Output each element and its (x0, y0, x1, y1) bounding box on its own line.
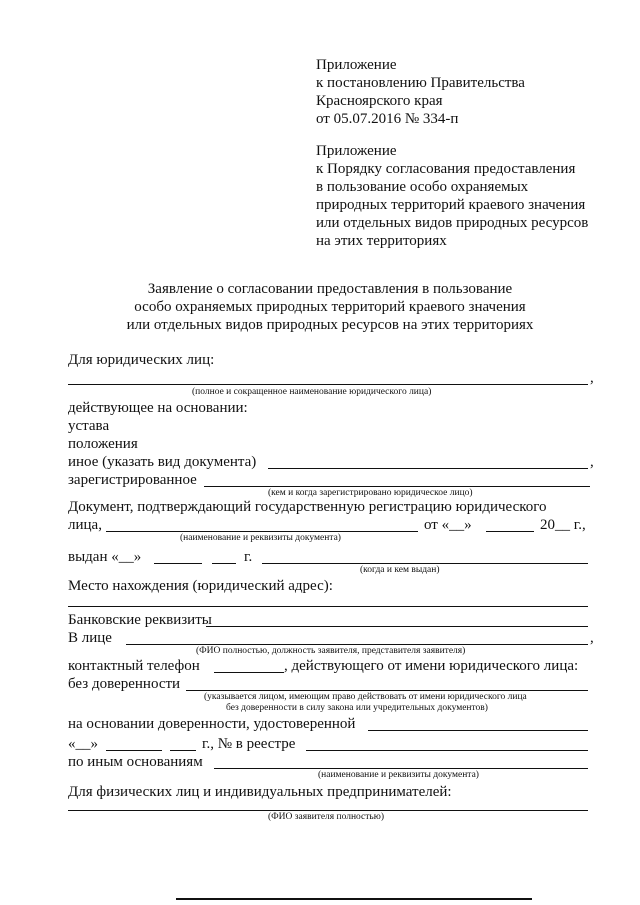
appendix-line: к постановлению Правительства (316, 75, 525, 91)
without-poa-hint-2: без доверенности в силу закона или учредительных документов) (226, 703, 488, 713)
comma: , (590, 370, 594, 386)
other-document-label: иное (указать вид документа) (68, 454, 257, 470)
other-grounds-label: по иным основаниям (68, 754, 203, 770)
registration-doc-label: Документ, подтверждающий государственную регистрацию юридического (68, 499, 547, 515)
individuals-section-heading: Для физических лиц и индивидуальных предпринимателей: (68, 784, 452, 800)
legal-name-hint: (полное и сокращенное наименование юридического лица) (192, 387, 432, 397)
without-poa-hint-1: (указывается лицом, имеющим право действовать от имени юридического лица (204, 692, 527, 702)
appendix-date: от 05.07.2016 № 334-п (316, 111, 459, 127)
title-line: особо охраняемых природных территорий краевого значения (134, 299, 526, 315)
appendix-line: или отдельных видов природных ресурсов (316, 215, 589, 231)
acting-basis-label: действующее на основании: (68, 400, 248, 416)
issued-hint: (когда и кем выдан) (360, 565, 440, 575)
location-field[interactable] (68, 606, 588, 607)
registry-field[interactable] (306, 750, 588, 751)
other-document-field[interactable] (268, 468, 588, 469)
phone-label: контактный телефон (68, 658, 200, 674)
registration-doc-field[interactable] (106, 531, 418, 532)
date-month-field[interactable] (486, 531, 534, 532)
appendix-line: Красноярского края (316, 93, 443, 109)
appendix-line: на этих территориях (316, 233, 447, 249)
appendix-title: Приложение (316, 143, 397, 159)
registered-hint: (кем и когда зарегистрировано юридическое лицо) (268, 488, 473, 498)
legal-section-heading: Для юридических лиц: (68, 352, 215, 368)
in-person-label: В лице (68, 630, 112, 646)
on-poa-label: на основании доверенности, удостоверенной (68, 716, 356, 732)
other-grounds-field[interactable] (214, 768, 588, 769)
acting-on-behalf-label: , действующего от имени юридического лица: (284, 658, 579, 674)
poa-date-label: «__» (68, 736, 98, 752)
location-label: Место нахождения (юридический адрес): (68, 578, 333, 594)
issued-g-label: г. (244, 549, 253, 565)
appendix-line: в пользование особо охраняемых (316, 179, 529, 195)
charter-option[interactable]: устава (68, 418, 110, 434)
fio-hint: (ФИО полностью, должность заявителя, представителя заявителя) (196, 646, 466, 656)
bank-details-field[interactable] (206, 626, 588, 627)
comma: , (590, 630, 594, 646)
poa-year-field[interactable] (170, 750, 196, 751)
title-line: или отдельных видов природных ресурсов на этих территориях (126, 317, 534, 333)
comma: , (590, 454, 594, 470)
without-poa-label: без доверенности (68, 676, 181, 692)
other-grounds-hint: (наименование и реквизиты документа) (318, 770, 479, 780)
regulation-option[interactable]: положения (68, 436, 138, 452)
registration-doc-hint: (наименование и реквизиты документа) (180, 533, 341, 543)
issued-month-field[interactable] (154, 563, 202, 564)
on-poa-field[interactable] (368, 730, 588, 731)
poa-month-field[interactable] (106, 750, 162, 751)
issued-label: выдан «__» (68, 549, 142, 565)
individual-fio-hint: (ФИО заявителя полностью) (268, 812, 385, 822)
year-label: 20__ г., (540, 517, 586, 533)
issued-by-field[interactable] (262, 563, 588, 564)
individual-fio-field[interactable] (68, 810, 588, 811)
title-line: Заявление о согласовании предоставления в пользование (147, 281, 513, 297)
issued-year-field[interactable] (212, 563, 236, 564)
appendix-title: Приложение (316, 57, 397, 73)
bank-details-label: Банковские реквизиты (68, 612, 212, 628)
in-person-field[interactable] (126, 644, 588, 645)
registered-label: зарегистрированное (68, 472, 197, 488)
appendix-line: природных территорий краевого значения (316, 197, 586, 213)
date-from-label: от «__» (424, 517, 472, 533)
page-bottom-line (176, 898, 532, 900)
appendix-line: к Порядку согласования предоставления (316, 161, 576, 177)
legal-name-field[interactable] (68, 384, 588, 385)
registration-doc-label-2: лица, (68, 517, 102, 533)
registered-field[interactable] (204, 486, 590, 487)
registry-label: г., № в реестре (202, 736, 296, 752)
phone-field[interactable] (214, 672, 284, 673)
without-poa-field[interactable] (186, 690, 588, 691)
